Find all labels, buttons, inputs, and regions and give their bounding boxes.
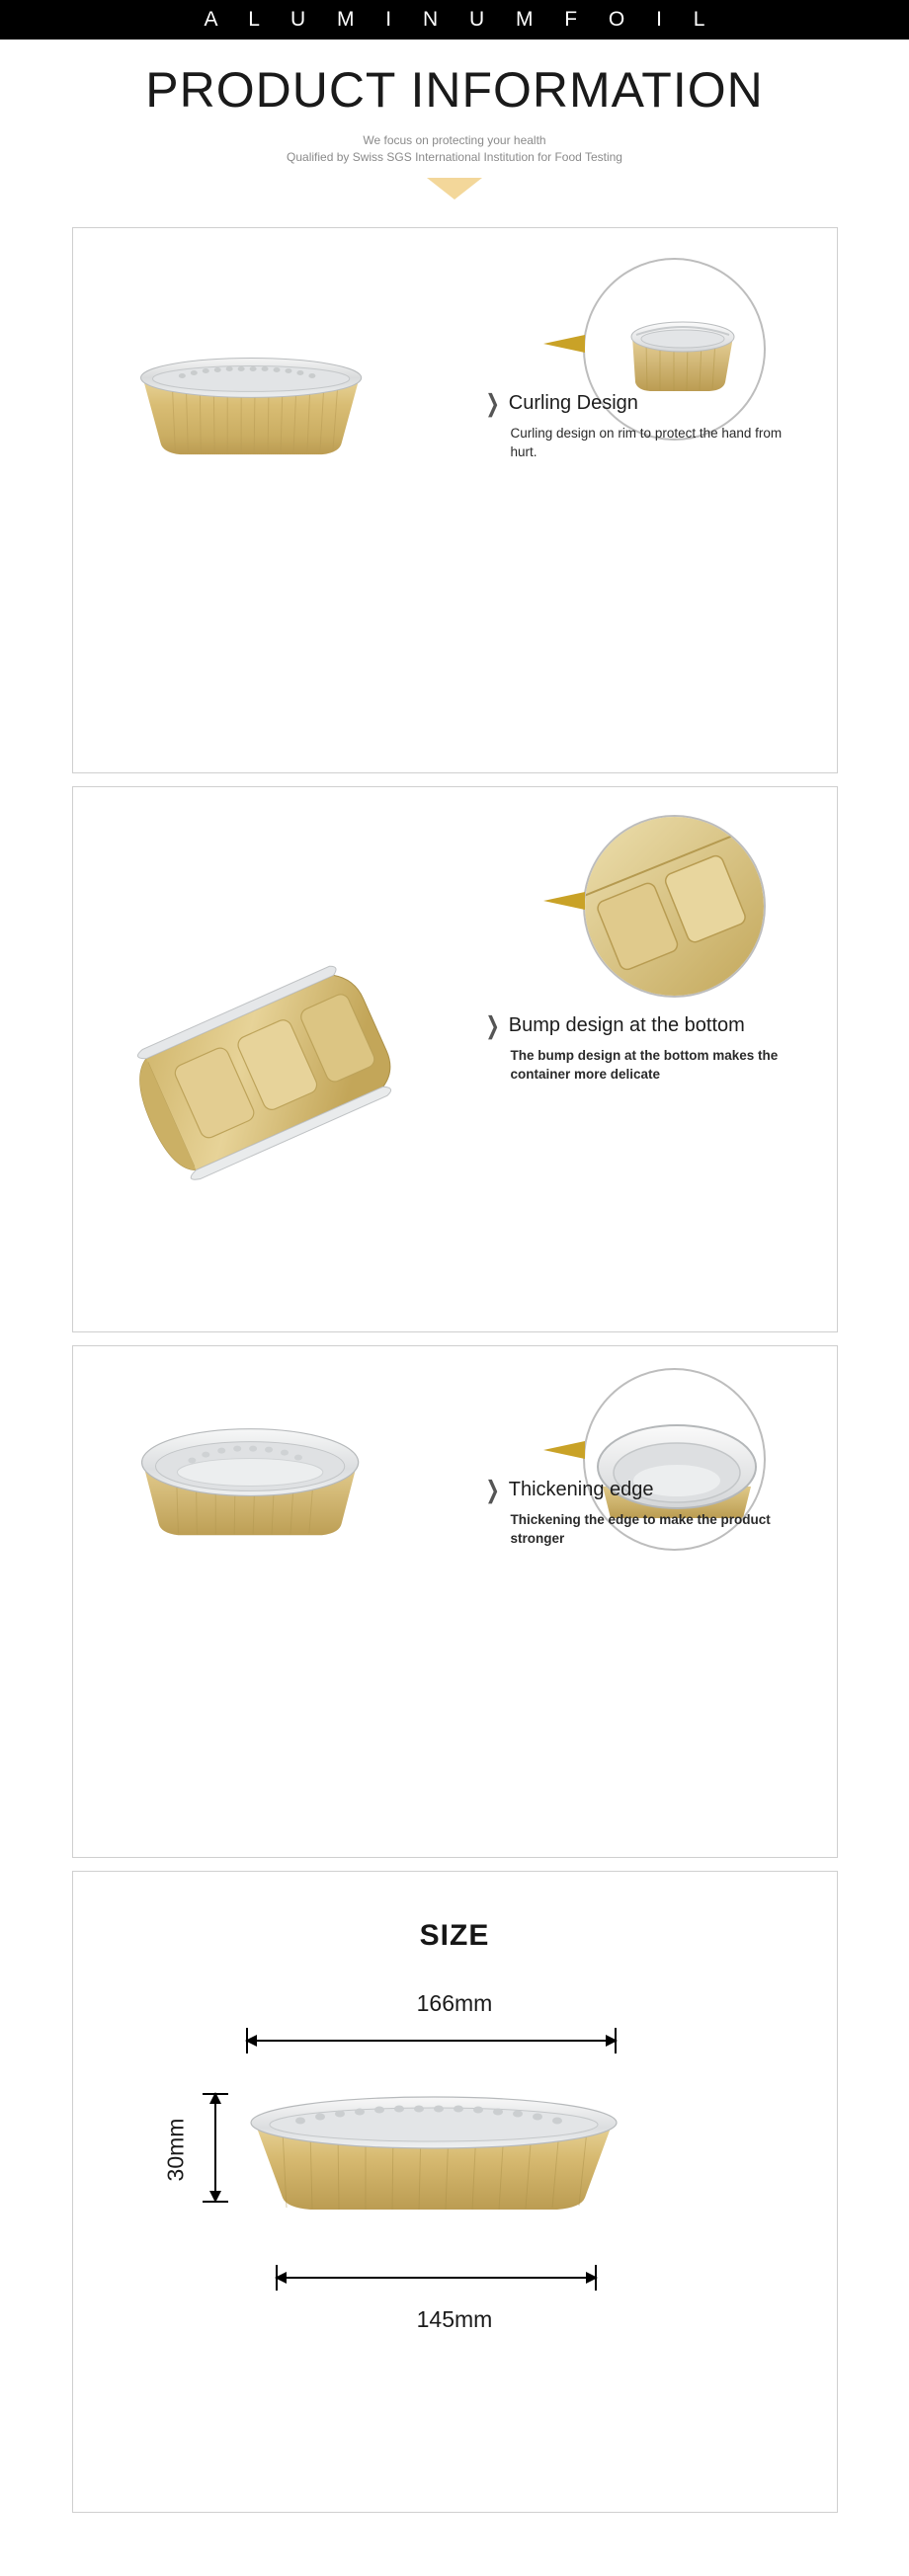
header-subtitle-line-1: We focus on protecting your health <box>363 133 546 147</box>
product-image-thickening <box>73 1346 488 1857</box>
height-cap-top <box>203 2093 228 2095</box>
height-cap-bottom <box>203 2201 228 2203</box>
feature-desc-curling: Curling design on rim to protect the hand from hurt. <box>510 426 783 459</box>
chevron-right-icon: ❯ <box>485 1476 500 1504</box>
feature-title-thickening: Thickening edge <box>508 1479 654 1500</box>
bottom-width-cap-left <box>276 2265 278 2291</box>
feature-title-bump: Bump design at the bottom <box>508 1014 745 1036</box>
zoom-bubble-bump-image <box>585 817 766 998</box>
chevron-right-icon: ❯ <box>485 389 500 418</box>
page-header <box>0 40 909 200</box>
feature-card-curling-design <box>72 227 838 773</box>
size-title: SIZE <box>419 1919 490 1952</box>
top-width-arrow <box>246 2040 617 2042</box>
height-label: 30mm <box>162 2118 188 2182</box>
top-banner-text: A L U M I N U M F O I L <box>204 8 718 31</box>
bottom-width-label: 145mm <box>416 2306 493 2332</box>
chevron-right-icon: ❯ <box>485 1011 500 1040</box>
top-width-cap-right <box>615 2028 617 2053</box>
feature-text-curling <box>485 389 812 461</box>
size-card <box>72 1871 838 2513</box>
product-image-bump <box>73 787 488 1331</box>
feature-card-thickening-edge <box>72 1345 838 1858</box>
feature-desc-thickening: Thickening the edge to make the product stronger <box>510 1512 771 1546</box>
bubble-pointer-icon <box>543 335 585 353</box>
feature-title-curling: Curling Design <box>508 392 638 414</box>
bottom-width-cap-right <box>595 2265 597 2291</box>
product-image-curling <box>73 228 488 772</box>
header-subtitle <box>0 132 909 166</box>
size-product-image <box>221 2065 646 2243</box>
height-arrow <box>214 2093 216 2202</box>
page-title: PRODUCT INFORMATION <box>145 62 764 118</box>
down-arrow-icon <box>427 178 482 200</box>
top-banner <box>0 0 909 40</box>
top-width-label: 166mm <box>416 1990 493 2016</box>
header-subtitle-line-2: Qualified by Swiss SGS International Institution for Food Testing <box>287 150 622 164</box>
feature-card-bump-design <box>72 786 838 1332</box>
feature-text-bump <box>485 1011 812 1084</box>
bottom-width-arrow <box>276 2277 597 2279</box>
top-width-cap-left <box>246 2028 248 2053</box>
feature-text-thickening <box>485 1476 812 1548</box>
bubble-pointer-icon <box>543 1441 585 1459</box>
zoom-bubble-bump <box>583 815 766 998</box>
bubble-pointer-icon <box>543 892 585 910</box>
feature-desc-bump: The bump design at the bottom makes the container more delicate <box>510 1048 779 1082</box>
